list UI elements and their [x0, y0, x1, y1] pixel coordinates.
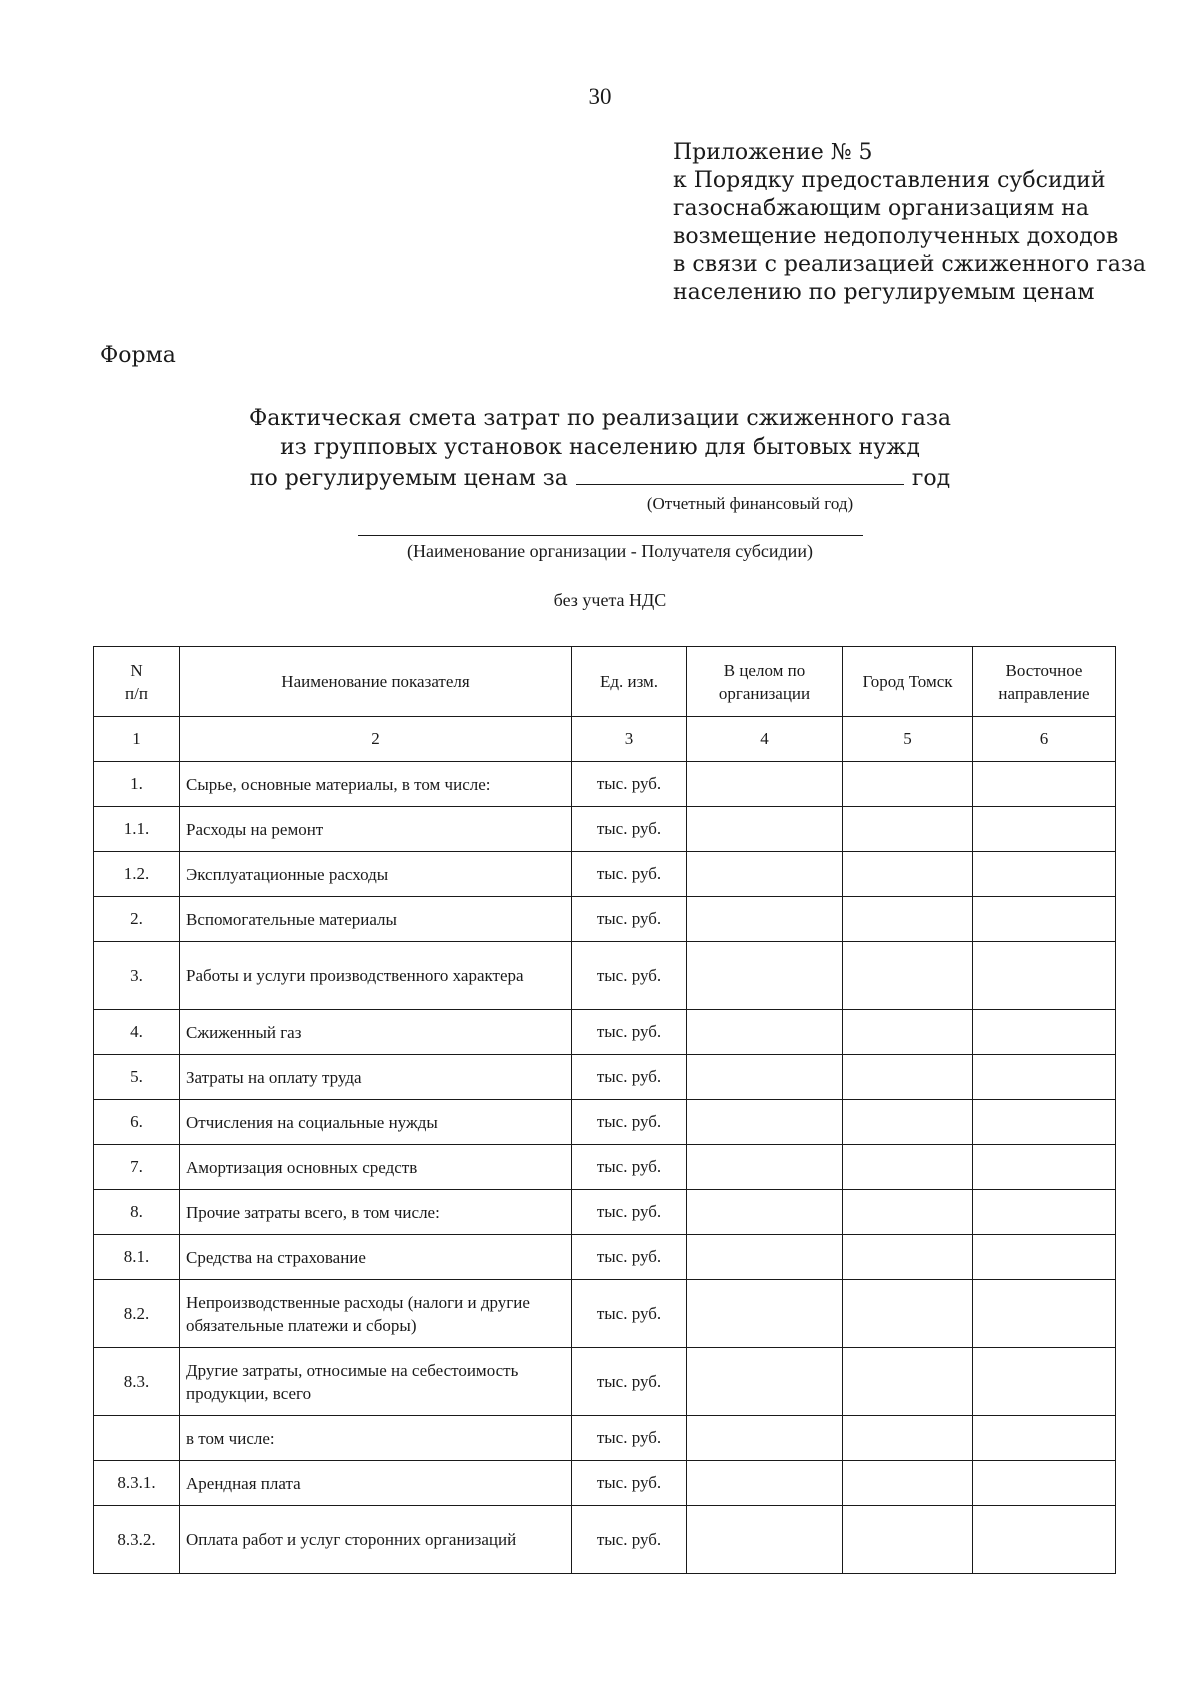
- cost-estimate-table: [93, 646, 1116, 1574]
- period-blank-field[interactable]: [576, 462, 904, 485]
- row-east-cell[interactable]: [973, 1416, 1116, 1461]
- table-row: [94, 762, 1116, 807]
- row-east-cell[interactable]: [973, 852, 1116, 897]
- header-unit: Ед. изм.: [572, 647, 687, 717]
- row-indicator-cell: Вспомогательные материалы: [180, 897, 572, 942]
- row-indicator-cell: Расходы на ремонт: [180, 807, 572, 852]
- row-org-total-cell[interactable]: [687, 1280, 843, 1348]
- row-indicator-cell: Арендная плата: [180, 1461, 572, 1506]
- appendix-line: Приложение № 5: [673, 140, 873, 165]
- row-unit-cell: тыс. руб.: [572, 852, 687, 897]
- table-row: [94, 1235, 1116, 1280]
- row-org-total-cell[interactable]: [687, 807, 843, 852]
- row-indicator-cell: Прочие затраты всего, в том числе:: [180, 1190, 572, 1235]
- row-east-cell[interactable]: [973, 1348, 1116, 1416]
- row-org-total-cell[interactable]: [687, 1190, 843, 1235]
- row-indicator-cell: Сырье, основные материалы, в том числе:: [180, 762, 572, 807]
- row-org-total-cell[interactable]: [687, 1506, 843, 1574]
- row-east-cell[interactable]: [973, 1145, 1116, 1190]
- row-indicator-cell: Эксплуатационные расходы: [180, 852, 572, 897]
- row-tomsk-cell[interactable]: [843, 1100, 973, 1145]
- row-indicator-cell: Отчисления на социальные нужды: [180, 1100, 572, 1145]
- row-indicator-cell: Сжиженный газ: [180, 1010, 572, 1055]
- row-tomsk-cell[interactable]: [843, 1010, 973, 1055]
- row-number-cell: 1.1.: [94, 807, 180, 852]
- appendix-line: возмещение недополученных доходов: [673, 224, 1119, 249]
- row-east-cell[interactable]: [973, 1055, 1116, 1100]
- row-tomsk-cell[interactable]: [843, 1280, 973, 1348]
- table-row: [94, 1055, 1116, 1100]
- row-unit-cell: тыс. руб.: [572, 1010, 687, 1055]
- table-row: [94, 897, 1116, 942]
- table-row: [94, 1190, 1116, 1235]
- organization-caption: (Наименование организации - Получателя субсидии): [407, 541, 813, 561]
- row-unit-cell: тыс. руб.: [572, 1100, 687, 1145]
- row-number-cell: 1.2.: [94, 852, 180, 897]
- table-index-row: [94, 717, 1116, 762]
- row-east-cell[interactable]: [973, 1461, 1116, 1506]
- table-row: [94, 1010, 1116, 1055]
- row-unit-cell: тыс. руб.: [572, 1461, 687, 1506]
- row-east-cell[interactable]: [973, 897, 1116, 942]
- row-tomsk-cell[interactable]: [843, 1506, 973, 1574]
- row-east-cell[interactable]: [973, 1506, 1116, 1574]
- table-row: [94, 807, 1116, 852]
- row-indicator-cell: Затраты на оплату труда: [180, 1055, 572, 1100]
- header-tomsk: Город Томск: [843, 647, 973, 717]
- document-title: [0, 404, 1200, 462]
- row-org-total-cell[interactable]: [687, 1055, 843, 1100]
- row-number-cell: 2.: [94, 897, 180, 942]
- row-tomsk-cell[interactable]: [843, 897, 973, 942]
- index-cell: 6: [973, 717, 1116, 762]
- table-row: [94, 1280, 1116, 1348]
- organization-blank-field[interactable]: [358, 535, 863, 536]
- row-number-cell: 8.: [94, 1190, 180, 1235]
- table-row: [94, 1348, 1116, 1416]
- row-unit-cell: тыс. руб.: [572, 1416, 687, 1461]
- row-number-cell: 8.3.: [94, 1348, 180, 1416]
- row-number-cell: 8.1.: [94, 1235, 180, 1280]
- period-caption: (Отчетный финансовый год): [646, 494, 854, 513]
- table-row: [94, 1461, 1116, 1506]
- row-org-total-cell[interactable]: [687, 1100, 843, 1145]
- row-number-cell: 8.2.: [94, 1280, 180, 1348]
- row-org-total-cell[interactable]: [687, 852, 843, 897]
- index-cell: 4: [687, 717, 843, 762]
- row-indicator-cell: Оплата работ и услуг сторонних организаций: [180, 1506, 572, 1574]
- row-tomsk-cell[interactable]: [843, 942, 973, 1010]
- row-east-cell[interactable]: [973, 1280, 1116, 1348]
- row-number-cell: 4.: [94, 1010, 180, 1055]
- row-indicator-cell: Средства на страхование: [180, 1235, 572, 1280]
- row-number-cell: 5.: [94, 1055, 180, 1100]
- row-tomsk-cell[interactable]: [843, 852, 973, 897]
- header-indicator: Наименование показателя: [180, 647, 572, 717]
- row-org-total-cell[interactable]: [687, 1461, 843, 1506]
- table-row: [94, 1506, 1116, 1574]
- index-cell: 3: [572, 717, 687, 762]
- table-row: [94, 1100, 1116, 1145]
- row-indicator-cell: Другие затраты, относимые на себестоимость продукции, всего: [180, 1348, 572, 1416]
- row-tomsk-cell[interactable]: [843, 807, 973, 852]
- table-row: [94, 852, 1116, 897]
- row-tomsk-cell[interactable]: [843, 762, 973, 807]
- row-unit-cell: тыс. руб.: [572, 807, 687, 852]
- row-east-cell[interactable]: [973, 762, 1116, 807]
- table-header-row: [94, 647, 1116, 717]
- row-tomsk-cell[interactable]: [843, 1190, 973, 1235]
- header-org-total: В целом по организации: [687, 647, 843, 717]
- row-east-cell[interactable]: [973, 1100, 1116, 1145]
- row-number-cell: 8.3.1.: [94, 1461, 180, 1506]
- row-number-cell: 1.: [94, 762, 180, 807]
- header-east: Восточное направление: [973, 647, 1116, 717]
- header-num: N п/п: [94, 647, 180, 717]
- appendix-line: к Порядку предоставления субсидий: [673, 168, 1106, 193]
- row-indicator-cell: Работы и услуги производственного характера: [180, 942, 572, 1010]
- row-org-total-cell[interactable]: [687, 762, 843, 807]
- row-indicator-cell: Амортизация основных средств: [180, 1145, 572, 1190]
- row-org-total-cell[interactable]: [687, 1010, 843, 1055]
- appendix-line: населению по регулируемым ценам: [673, 280, 1095, 305]
- row-number-cell: [94, 1416, 180, 1461]
- row-east-cell[interactable]: [973, 1235, 1116, 1280]
- row-unit-cell: тыс. руб.: [572, 1506, 687, 1574]
- title-line-1: Фактическая смета затрат по реализации сжиженного газа: [249, 406, 951, 431]
- row-east-cell[interactable]: [973, 1190, 1116, 1235]
- title-period-suffix: год: [911, 466, 951, 491]
- row-unit-cell: тыс. руб.: [572, 897, 687, 942]
- appendix-line: в связи с реализацией сжиженного газа: [673, 252, 1146, 277]
- row-tomsk-cell[interactable]: [843, 1416, 973, 1461]
- vat-note: без учета НДС: [553, 590, 667, 610]
- row-unit-cell: тыс. руб.: [572, 762, 687, 807]
- index-cell: 2: [180, 717, 572, 762]
- row-unit-cell: тыс. руб.: [572, 1235, 687, 1280]
- row-number-cell: 6.: [94, 1100, 180, 1145]
- index-cell: 1: [94, 717, 180, 762]
- row-tomsk-cell[interactable]: [843, 1348, 973, 1416]
- row-org-total-cell[interactable]: [687, 1416, 843, 1461]
- row-tomsk-cell[interactable]: [843, 1055, 973, 1100]
- row-indicator-cell: Непроизводственные расходы (налоги и другие обязательные платежи и сборы): [180, 1280, 572, 1348]
- row-org-total-cell[interactable]: [687, 942, 843, 1010]
- table-row: [94, 942, 1116, 1010]
- page-number: 30: [588, 84, 612, 109]
- row-unit-cell: тыс. руб.: [572, 1280, 687, 1348]
- row-unit-cell: тыс. руб.: [572, 942, 687, 1010]
- row-tomsk-cell[interactable]: [843, 1461, 973, 1506]
- row-indicator-cell: в том числе:: [180, 1416, 572, 1461]
- row-org-total-cell[interactable]: [687, 897, 843, 942]
- row-unit-cell: тыс. руб.: [572, 1190, 687, 1235]
- row-number-cell: 3.: [94, 942, 180, 1010]
- form-label: Форма: [100, 343, 176, 368]
- title-line-2: из групповых установок населению для бытовых нужд: [280, 435, 920, 460]
- row-number-cell: 8.3.2.: [94, 1506, 180, 1574]
- appendix-line: газоснабжающим организациям на: [673, 196, 1089, 221]
- table-row: [94, 1145, 1116, 1190]
- row-number-cell: 7.: [94, 1145, 180, 1190]
- row-east-cell[interactable]: [973, 942, 1116, 1010]
- row-east-cell[interactable]: [973, 1010, 1116, 1055]
- index-cell: 5: [843, 717, 973, 762]
- row-unit-cell: тыс. руб.: [572, 1348, 687, 1416]
- appendix-header: [673, 139, 1173, 307]
- table-row: [94, 1416, 1116, 1461]
- row-org-total-cell[interactable]: [687, 1235, 843, 1280]
- row-unit-cell: тыс. руб.: [572, 1055, 687, 1100]
- row-east-cell[interactable]: [973, 807, 1116, 852]
- row-tomsk-cell[interactable]: [843, 1235, 973, 1280]
- row-unit-cell: тыс. руб.: [572, 1145, 687, 1190]
- row-tomsk-cell[interactable]: [843, 1145, 973, 1190]
- title-period-prefix: по регулируемым ценам за: [249, 466, 568, 491]
- row-org-total-cell[interactable]: [687, 1348, 843, 1416]
- row-org-total-cell[interactable]: [687, 1145, 843, 1190]
- title-line-3: [0, 462, 1200, 493]
